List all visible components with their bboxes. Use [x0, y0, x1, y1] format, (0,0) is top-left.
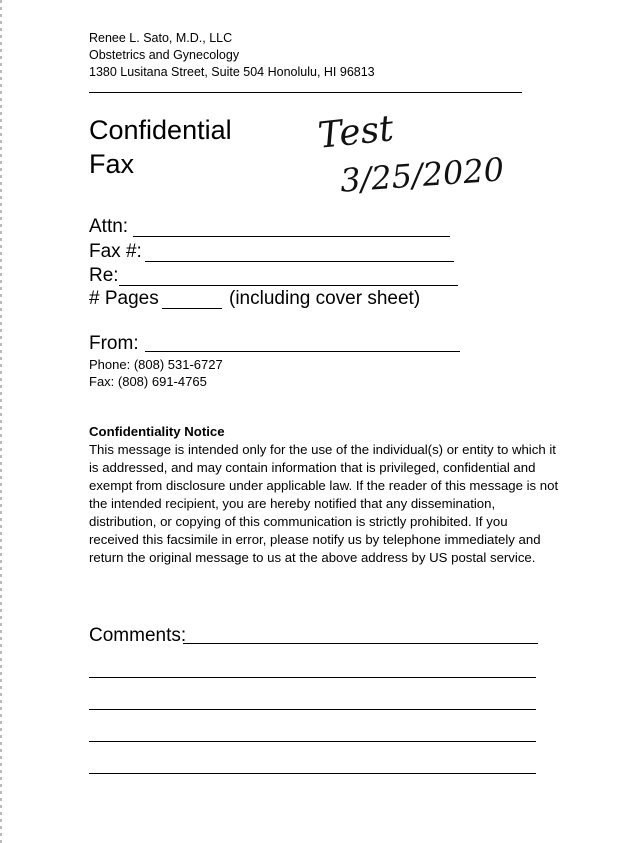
- notice-heading: Confidentiality Notice: [89, 424, 225, 439]
- comments-label: Comments:: [89, 625, 187, 646]
- comments-line-3[interactable]: [89, 709, 536, 710]
- re-label: Re:: [89, 265, 119, 286]
- comments-line-5[interactable]: [89, 773, 536, 774]
- practice-address: 1380 Lusitana Street, Suite 504 Honolulu, HI 96813: [89, 65, 375, 79]
- comments-line-4[interactable]: [89, 741, 536, 742]
- confidentiality-notice: [89, 423, 559, 567]
- header-divider: [89, 92, 522, 93]
- practice-name: Renee L. Sato, M.D., LLC: [89, 31, 233, 45]
- handwritten-date: 3/25/2020: [338, 150, 506, 200]
- scan-edge: [0, 0, 2, 843]
- handwritten-test: Test: [316, 108, 396, 157]
- notice-body: This message is intended only for the use of the individual(s) or entity to which it is addressed, and may contain information that is privileged, confidential and exempt from disclosure under applicable law. If the reader of this message is not the intended recipient, you are hereby notified that any dissemination, distribution, or copying of this communication is strictly prohibited. If you received this facsimile in error, please notify us by telephone immediately and return the original message to us at the above address by US postal service.: [89, 442, 559, 565]
- from-line[interactable]: [145, 351, 460, 352]
- phone-number: Phone: (808) 531-6727: [89, 357, 223, 372]
- practice-specialty: Obstetrics and Gynecology: [89, 48, 240, 62]
- letterhead: [89, 30, 375, 81]
- pages-label: # Pages: [89, 288, 159, 309]
- fax-number: Fax: (808) 691-4765: [89, 374, 207, 389]
- attn-line[interactable]: [133, 236, 450, 237]
- pages-suffix: (including cover sheet): [229, 288, 421, 309]
- title-fax: Fax: [89, 149, 135, 179]
- comments-line-2[interactable]: [89, 677, 536, 678]
- attn-label: Attn:: [89, 216, 129, 237]
- comments-line-1[interactable]: [183, 643, 538, 644]
- fax-line[interactable]: [145, 261, 454, 262]
- contact-info: [89, 356, 223, 390]
- title-confidential: Confidential: [89, 115, 232, 145]
- from-label: From:: [89, 333, 139, 354]
- re-line[interactable]: [119, 285, 458, 286]
- pages-line[interactable]: [162, 308, 222, 309]
- fax-label: Fax #:: [89, 241, 142, 262]
- page-title: [89, 113, 232, 181]
